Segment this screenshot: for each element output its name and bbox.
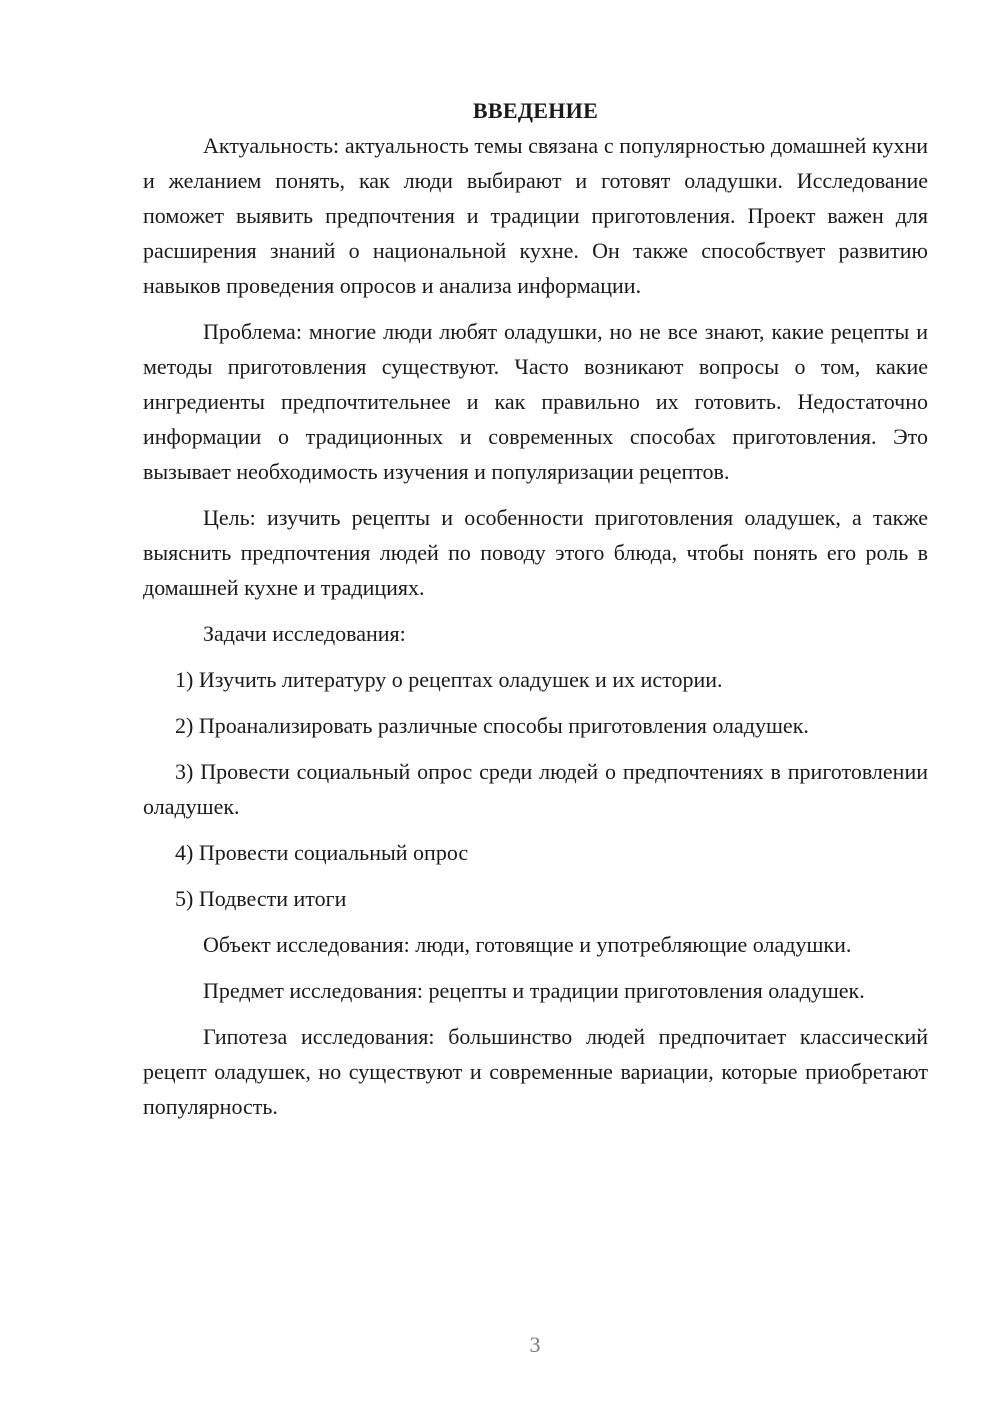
- paragraph-object: Объект исследования: люди, готовящие и употребляющие оладушки.: [203, 932, 852, 957]
- paragraph-hypothesis: Гипотеза исследования: большинство людей предпочитает классический рецепт оладушек, но существуют и современные вариации, которые приобретают популярность.: [143, 1024, 928, 1119]
- paragraph-goal: Цель: изучить рецепты и особенности приготовления оладушек, а также выяснить предпочтения людей по поводу этого блюда, чтобы понять его роль в домашней кухне и традициях.: [143, 505, 928, 600]
- task-item-2: 2) Проанализировать различные способы приготовления оладушек.: [175, 713, 809, 738]
- task-item-3: 3) Провести социальный опрос среди людей о предпочтениях в приготовлении оладушек.: [143, 759, 928, 819]
- section-title: ВВЕДЕНИЕ: [472, 98, 599, 123]
- paragraph-problem: Проблема: многие люди любят оладушки, но не все знают, какие рецепты и методы приготовления существуют. Часто возникают вопросы о том, какие ингредиенты предпочтительнее и как правильно их готовить. Недостаточно информации о традиционных и современных способах приготовления. Это вызывает необходимость изучения и популяризации рецептов.: [143, 319, 928, 484]
- task-item-5: 5) Подвести итоги: [175, 886, 347, 911]
- page-content: [143, 93, 928, 1135]
- paragraph-subject: Предмет исследования: рецепты и традиции приготовления оладушек.: [203, 978, 865, 1003]
- tasks-heading: Задачи исследования:: [203, 621, 406, 646]
- paragraph-relevance: Актуальность: актуальность темы связана с популярностью домашней кухни и желанием понять, как люди выбирают и готовят оладушки. Исследование поможет выявить предпочтения и традиции приготовления. Проект важен для расширения знаний о национальной кухне. Он также способствует развитию навыков проведения опросов и анализа информации.: [143, 133, 928, 298]
- page-number: 3: [529, 1332, 541, 1357]
- task-item-4: 4) Провести социальный опрос: [175, 840, 469, 865]
- task-item-1: 1) Изучить литературу о рецептах оладушек и их истории.: [175, 667, 723, 692]
